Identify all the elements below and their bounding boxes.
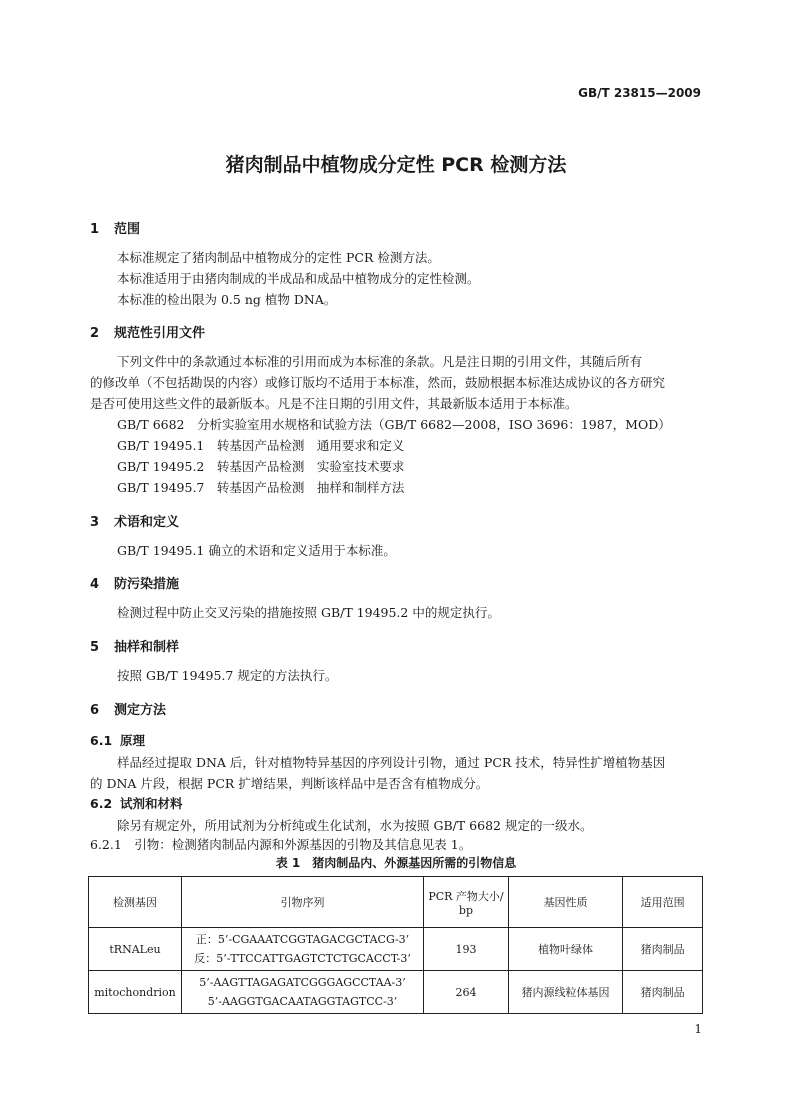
subsection-number: 6.2 — [90, 796, 113, 811]
section-title: 防污染措施 — [114, 577, 180, 592]
paragraph: 本标准规定了猪肉制品中植物成分的定性 PCR 检测方法。 — [117, 250, 440, 265]
section-1-heading — [90, 218, 140, 237]
section-number: 5 — [90, 640, 100, 655]
subsection-6-2-heading — [90, 794, 183, 812]
cell-size: 193 — [424, 928, 509, 971]
primer-reverse: 反：5’-TTCCATTGAGTCTCTGCACCT-3’ — [194, 952, 411, 965]
header-nature: 基因性质 — [508, 877, 622, 928]
paragraph: 下列文件中的条款通过本标准的引用而成为本标准的条款。凡是注日期的引用文件，其随后所有 — [117, 354, 643, 369]
paragraph: 的修改单（不包括勘误的内容）或修订版均不适用于本标准，然而，鼓励根据本标准达成协议的各方研究 — [90, 375, 666, 390]
header-scope: 适用范围 — [623, 877, 703, 928]
clause-6-2-1: 6.2.1 引物：检测猪肉制品内源和外源基因的引物及其信息见表 1。 — [90, 837, 472, 852]
section-title: 规范性引用文件 — [114, 326, 206, 341]
cell-size: 264 — [424, 971, 509, 1014]
primer-table — [88, 876, 703, 1014]
cell-primer — [181, 928, 423, 971]
cell-scope: 猪肉制品 — [623, 971, 703, 1014]
paragraph: 的 DNA 片段，根据 PCR 扩增结果，判断该样品中是否含有植物成分。 — [90, 776, 489, 791]
header-size-line1: PCR 产物大小/ — [428, 889, 504, 903]
cell-gene: tRNALeu — [89, 928, 182, 971]
paragraph: 除另有规定外，所用试剂为分析纯或生化试剂，水为按照 GB/T 6682 规定的一级水。 — [117, 818, 593, 833]
cell-gene: mitochondrion — [89, 971, 182, 1014]
page-number: 1 — [694, 1022, 702, 1036]
paragraph: 本标准的检出限为 0.5 ng 植物 DNA。 — [117, 292, 337, 307]
section-title: 术语和定义 — [114, 515, 180, 530]
section-4-heading — [90, 573, 179, 592]
subsection-title: 原理 — [120, 733, 146, 748]
section-6-heading — [90, 699, 166, 718]
cell-nature: 猪内源线粒体基因 — [508, 971, 622, 1014]
reference-item: GB/T 19495.7 转基因产品检测 抽样和制样方法 — [117, 480, 405, 495]
table-header-row — [89, 877, 703, 928]
cell-nature: 植物叶绿体 — [508, 928, 622, 971]
section-2-heading — [90, 322, 205, 341]
table-caption: 表 1 猪肉制品内、外源基因所需的引物信息 — [275, 856, 517, 870]
subsection-number: 6.1 — [90, 733, 113, 748]
section-number: 6 — [90, 703, 100, 718]
section-number: 2 — [90, 326, 100, 341]
reference-item: GB/T 6682 分析实验室用水规格和试验方法（GB/T 6682—2008，ISO 3696：1987，MOD） — [117, 417, 671, 432]
section-3-heading — [90, 511, 179, 530]
primer-forward: 正：5’-CGAAATCGGTAGACGCTACG-3’ — [195, 933, 410, 946]
primer-forward: 5’-AAGTTAGAGATCGGGAGCCTAA-3’ — [199, 976, 406, 989]
reference-item: GB/T 19495.1 转基因产品检测 通用要求和定义 — [117, 438, 405, 453]
header-size-line2: bp — [458, 903, 474, 917]
document-title: 猪肉制品中植物成分定性 PCR 检测方法 — [225, 154, 567, 176]
paragraph: 样品经过提取 DNA 后，针对植物特异基因的序列设计引物，通过 PCR 技术，特异性扩增植物基因 — [117, 755, 666, 770]
standard-number: GB/T 23815—2009 — [578, 86, 701, 100]
section-5-heading — [90, 636, 179, 655]
paragraph: 按照 GB/T 19495.7 规定的方法执行。 — [117, 668, 338, 683]
table-row — [89, 971, 703, 1014]
cell-primer — [181, 971, 423, 1014]
cell-scope: 猪肉制品 — [623, 928, 703, 971]
subsection-title: 试剂和材料 — [120, 796, 183, 811]
section-title: 测定方法 — [114, 703, 167, 718]
table-row — [89, 928, 703, 971]
paragraph: 检测过程中防止交叉污染的措施按照 GB/T 19495.2 中的规定执行。 — [117, 605, 500, 620]
header-gene: 检测基因 — [89, 877, 182, 928]
section-number: 1 — [90, 222, 100, 237]
paragraph: GB/T 19495.1 确立的术语和定义适用于本标准。 — [117, 543, 396, 558]
primer-reverse: 5’-AAGGTGACAATAGGTAGTCC-3’ — [207, 995, 398, 1008]
section-number: 3 — [90, 515, 100, 530]
section-title: 范围 — [114, 222, 141, 237]
section-title: 抽样和制样 — [114, 640, 180, 655]
header-size — [424, 877, 509, 928]
paragraph: 本标准适用于由猪肉制成的半成品和成品中植物成分的定性检测。 — [117, 271, 480, 286]
section-number: 4 — [90, 577, 100, 592]
subsection-6-1-heading — [90, 731, 145, 749]
paragraph: 是否可使用这些文件的最新版本。凡是不注日期的引用文件，其最新版本适用于本标准。 — [90, 396, 578, 411]
reference-item: GB/T 19495.2 转基因产品检测 实验室技术要求 — [117, 459, 405, 474]
header-primer: 引物序列 — [181, 877, 423, 928]
